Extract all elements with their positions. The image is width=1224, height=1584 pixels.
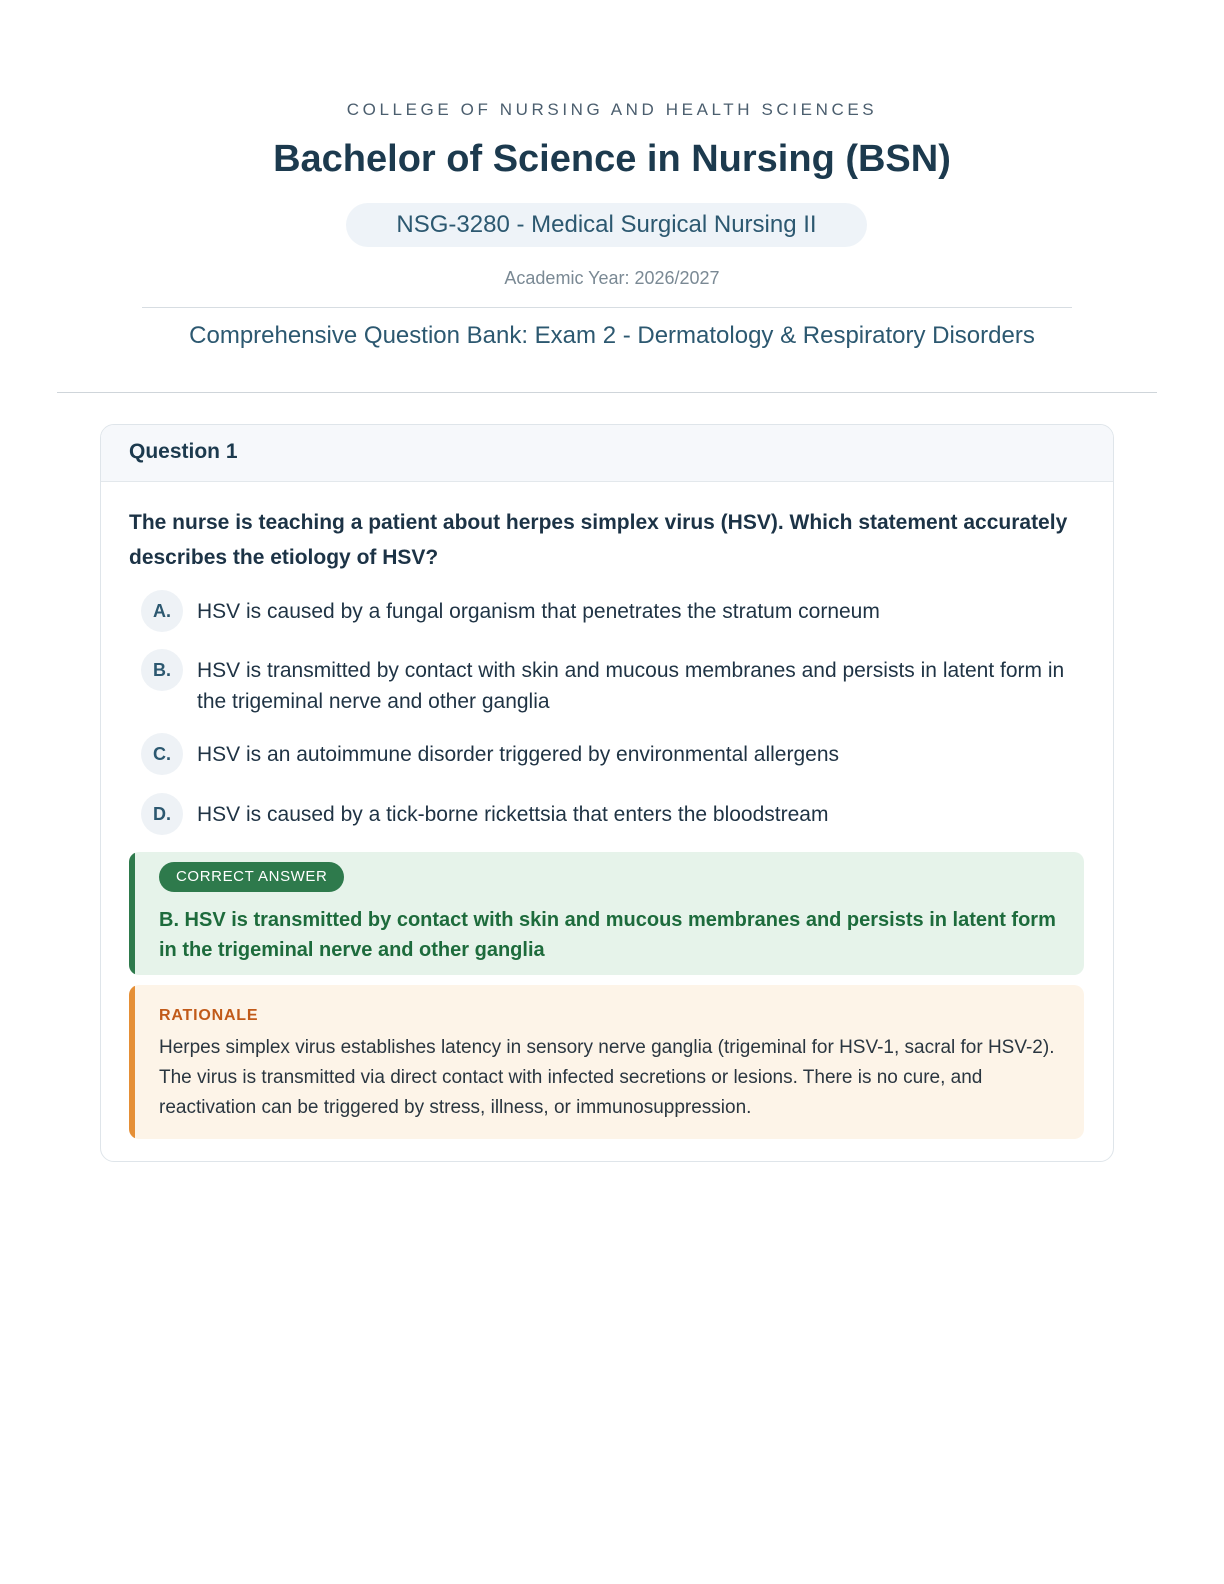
option-text: HSV is caused by a tick-borne rickettsia that enters the bloodstream <box>197 803 829 826</box>
program-title: Bachelor of Science in Nursing (BSN) <box>273 138 951 180</box>
question-bank-title: Comprehensive Question Bank: Exam 2 - Dermatology & Respiratory Disorders <box>189 322 1035 349</box>
question-card <box>100 424 1114 1162</box>
correct-answer-text: B. HSV is transmitted by contact with skin and mucous membranes and persists in latent form in the trigeminal nerve and other ganglia <box>159 909 1056 961</box>
header-divider <box>142 307 1072 308</box>
section-divider <box>57 392 1157 393</box>
question-stem: The nurse is teaching a patient about herpes simplex virus (HSV). Which statement accurately describes the etiology of HSV? <box>129 511 1068 569</box>
option-letter-badge: C. <box>141 733 183 775</box>
academic-year: Academic Year: 2026/2027 <box>504 268 720 288</box>
question-number: Question 1 <box>129 440 238 463</box>
option-text: HSV is caused by a fungal organism that penetrates the stratum corneum <box>197 600 880 623</box>
option-letter-badge: B. <box>141 649 183 691</box>
rationale-accent-bar <box>129 985 135 1139</box>
answer-accent-bar <box>129 852 135 975</box>
rationale-label: RATIONALE <box>159 1007 259 1024</box>
rationale-text: Herpes simplex virus establishes latency in sensory nerve ganglia (trigeminal for HSV-1, sacral for HSV-2). The virus is transmitted via direct contact with infected secretions or lesions. There is no cure, and reactivation can be triggered by stress, illness, or immunosuppression. <box>159 1037 1055 1118</box>
correct-answer-box <box>129 852 1084 975</box>
rationale-box <box>129 985 1084 1139</box>
option-text: HSV is an autoimmune disorder triggered by environmental allergens <box>197 743 839 766</box>
course-badge: NSG-3280 - Medical Surgical Nursing II <box>346 203 867 247</box>
correct-answer-badge: CORRECT ANSWER <box>159 862 344 892</box>
option-text: HSV is transmitted by contact with skin and mucous membranes and persists in latent form in the trigeminal nerve and other ganglia <box>197 659 1065 713</box>
institution-name: COLLEGE OF NURSING AND HEALTH SCIENCES <box>346 100 878 119</box>
option-letter-badge: D. <box>141 793 183 835</box>
question-card-header <box>101 425 1113 482</box>
option-letter-badge: A. <box>141 590 183 632</box>
